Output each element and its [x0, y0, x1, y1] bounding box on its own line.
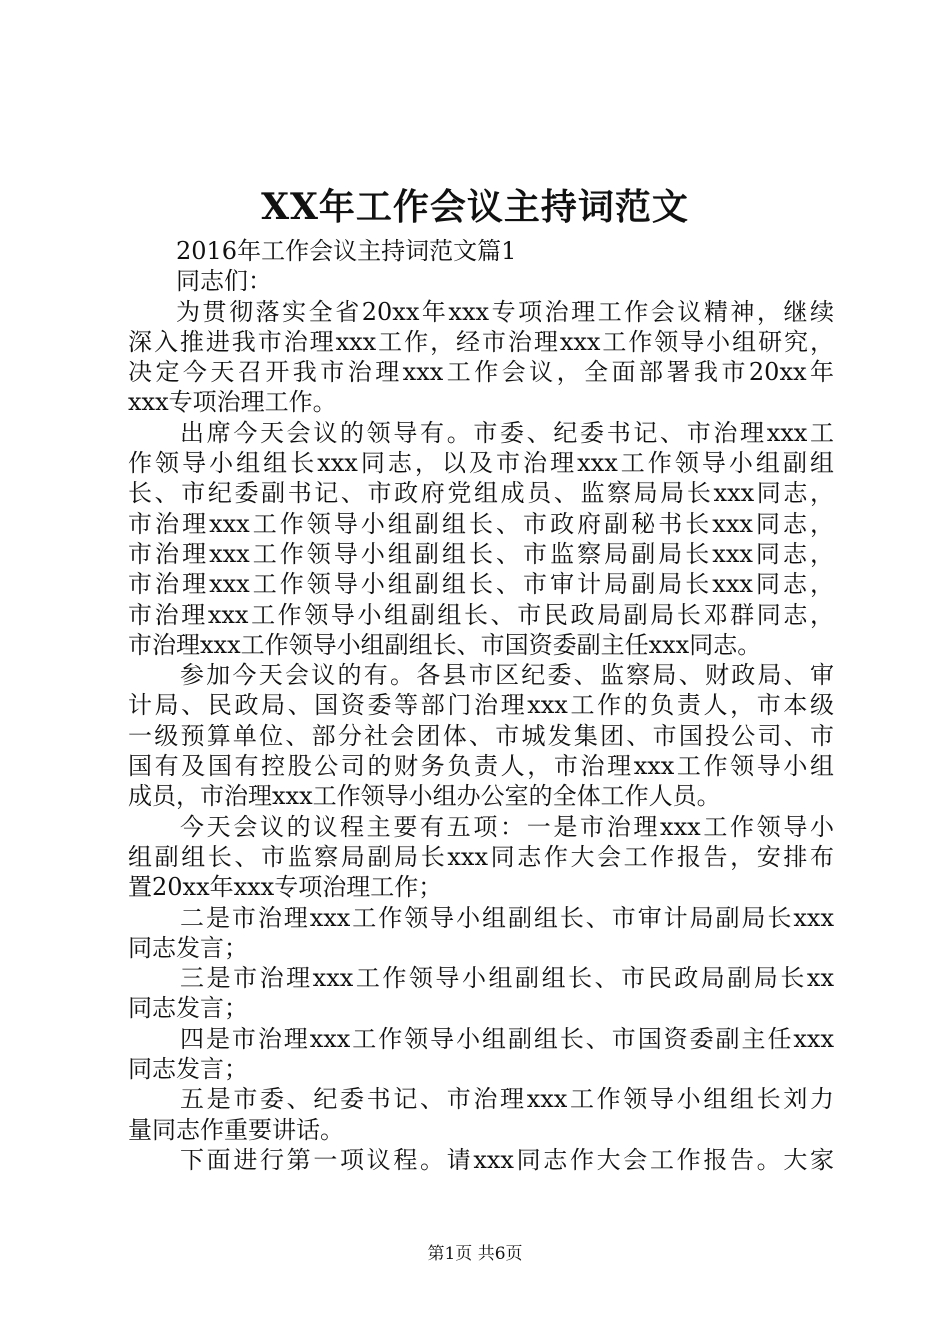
- text-line: 为贯彻落实全省20xx年xxx专项治理工作会议精神，继续: [176, 297, 834, 326]
- text-line: 市治理xxx工作领导小组副组长、市监察局副局长xxx同志，: [128, 539, 834, 568]
- text-line: 组副组长、市监察局副局长xxx同志作大会工作报告，安排布: [128, 842, 834, 871]
- document-body: [128, 236, 834, 1175]
- salutation: 同志们：: [176, 267, 272, 296]
- text-line: 置20xx年xxx专项治理工作；: [128, 873, 443, 902]
- text-line: 今天会议的议程主要有五项：一是市治理xxx工作领导小: [180, 812, 834, 841]
- section-heading: 2016年工作会议主持词范文篇1: [176, 237, 517, 265]
- text-line: 量同志作重要讲话。: [128, 1115, 344, 1144]
- text-line: 同志发言；: [128, 1055, 248, 1084]
- text-line: 出席今天会议的领导有。市委、纪委书记、市治理xxx工: [180, 418, 834, 447]
- text-line: 三是市治理xxx工作领导小组副组长、市民政局副局长xx: [180, 964, 834, 993]
- text-line: 市治理xxx工作领导小组副组长、市国资委副主任xxx同志。: [128, 630, 762, 659]
- text-line: 成员，市治理xxx工作领导小组办公室的全体工作人员。: [128, 782, 721, 811]
- text-line: 五是市委、纪委书记、市治理xxx工作领导小组组长刘力: [180, 1085, 834, 1114]
- text-line: 市治理xxx工作领导小组副组长、市政府副秘书长xxx同志，: [128, 509, 834, 538]
- text-line: 二是市治理xxx工作领导小组副组长、市审计局副局长xxx: [180, 903, 834, 932]
- text-line: 决定今天召开我市治理xxx工作会议，全面部署我市20xx年: [128, 358, 834, 387]
- text-line: 四是市治理xxx工作领导小组副组长、市国资委副主任xxx: [180, 1024, 834, 1053]
- text-line: 市治理xxx工作领导小组副组长、市民政局副局长邓群同志，: [128, 600, 834, 629]
- text-line: 参加今天会议的有。各县市区纪委、监察局、财政局、审: [180, 661, 834, 690]
- document-title: XX年工作会议主持词范文: [261, 186, 689, 228]
- text-line: 一级预算单位、部分社会团体、市城发集团、市国投公司、市: [128, 721, 834, 750]
- text-line: 作领导小组组长xxx同志，以及市治理xxx工作领导小组副组: [128, 449, 834, 478]
- text-line: 计局、民政局、国资委等部门治理xxx工作的负责人，市本级: [128, 691, 834, 720]
- text-line: 长、市纪委副书记、市政府党组成员、监察局局长xxx同志，: [128, 479, 834, 508]
- page-footer: 第1页 共6页: [427, 1244, 523, 1264]
- text-line: 同志发言；: [128, 933, 248, 962]
- text-line: 国有及国有控股公司的财务负责人，市治理xxx工作领导小组: [128, 752, 834, 781]
- text-line: 同志发言；: [128, 994, 248, 1023]
- text-line: xxx专项治理工作。: [128, 388, 337, 417]
- text-line: 市治理xxx工作领导小组副组长、市审计局副局长xxx同志，: [128, 570, 834, 599]
- text-line: 深入推进我市治理xxx工作，经市治理xxx工作领导小组研究，: [128, 327, 834, 356]
- text-line: 下面进行第一项议程。请xxx同志作大会工作报告。大家: [180, 1145, 834, 1174]
